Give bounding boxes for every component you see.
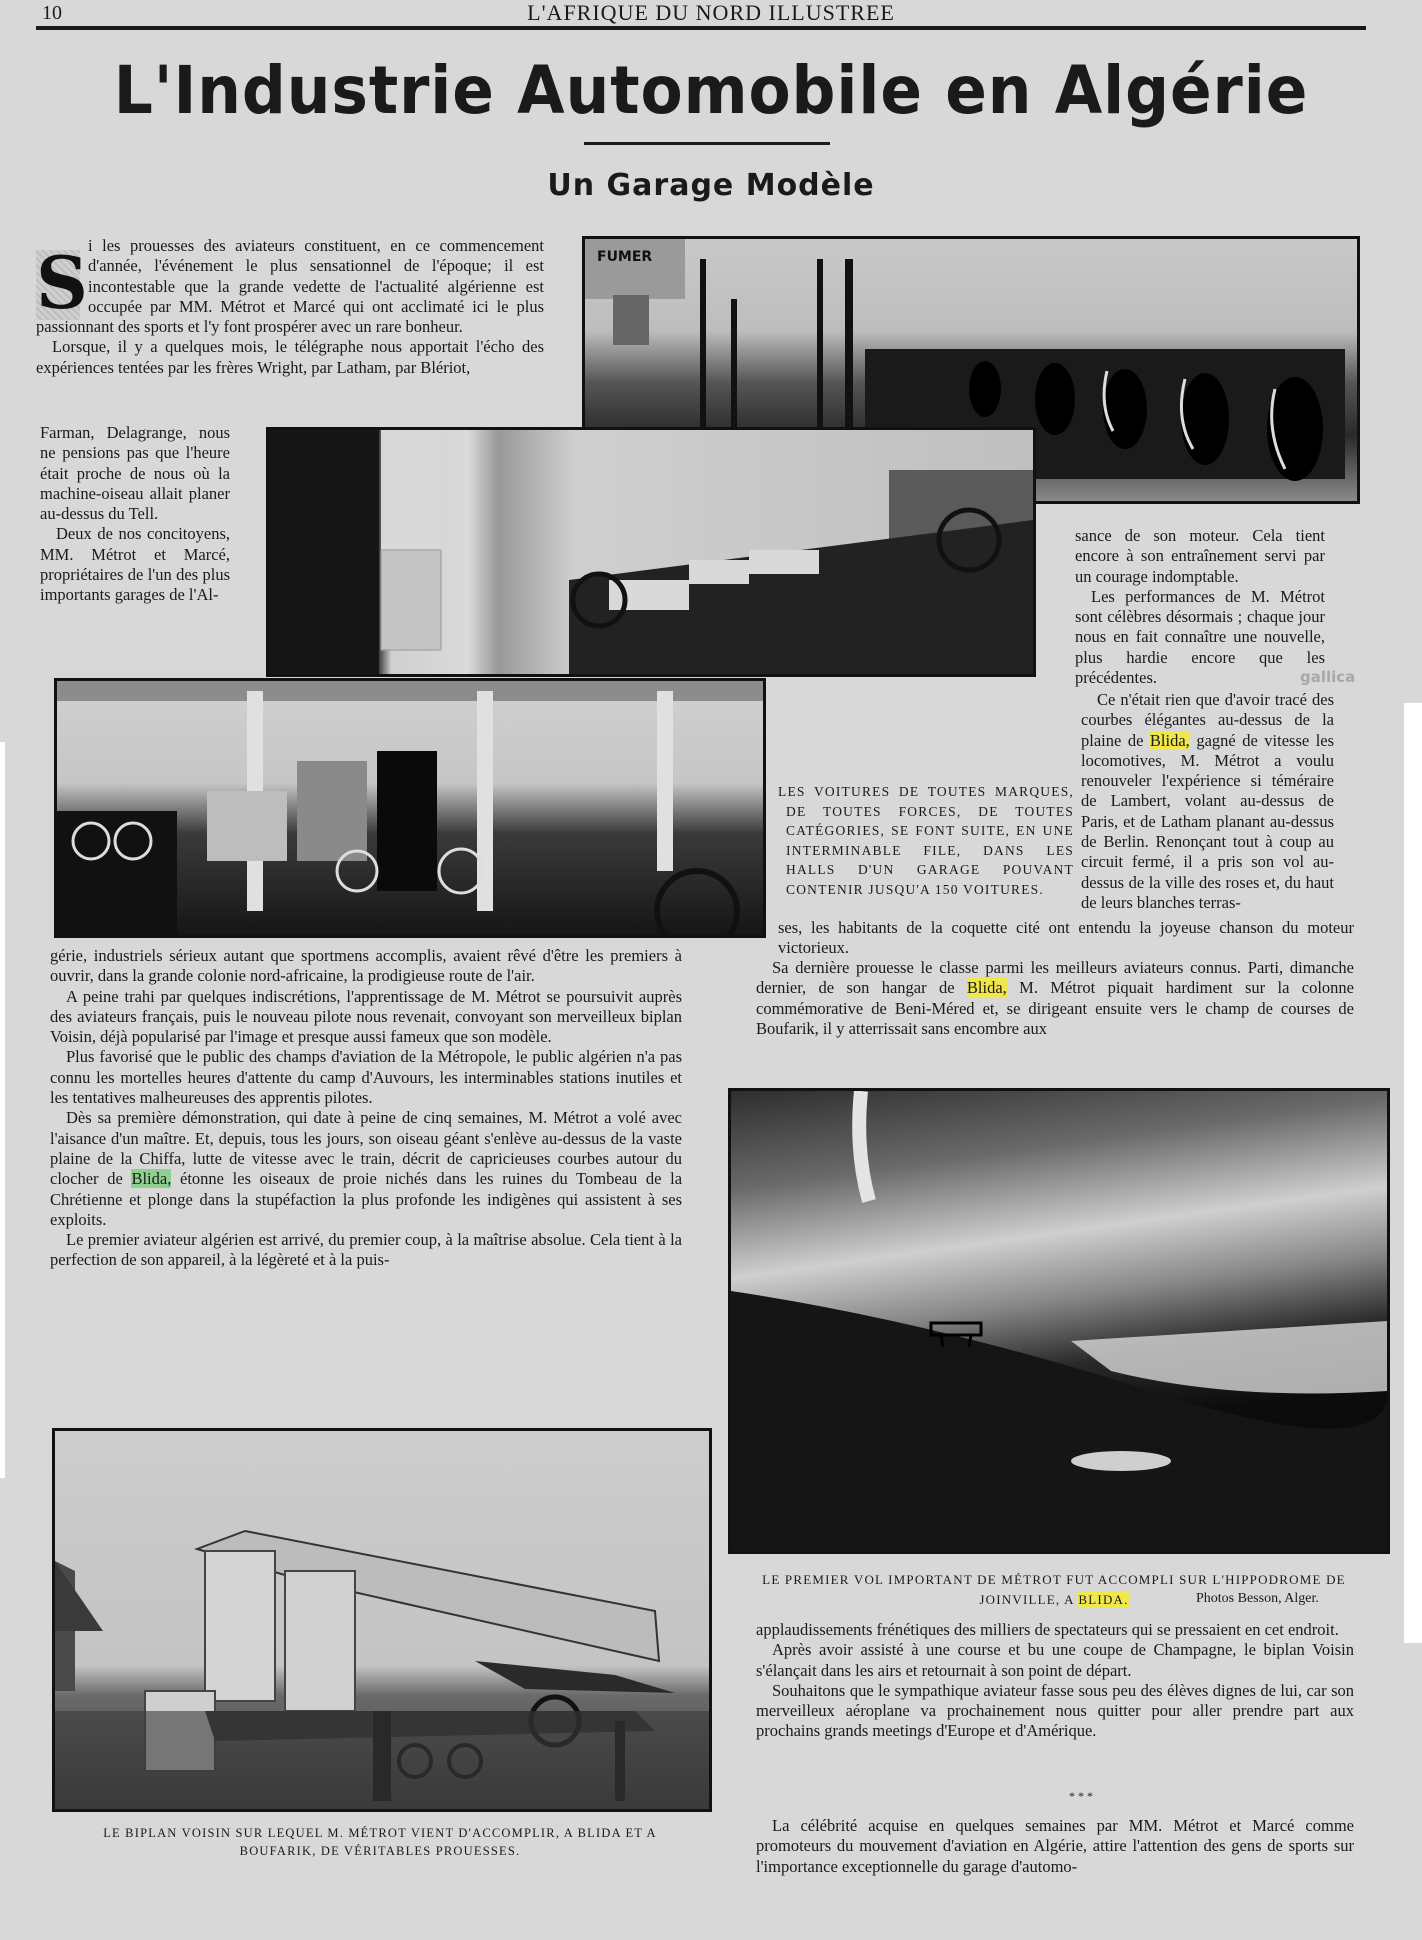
narrow-paragraph-1: Farman, Delagrange, nous ne pensions pas que l'heure était proche de nous où la machine-oiseau allait planer au-dessus du Tell.	[40, 423, 230, 524]
photo-first-flight	[728, 1088, 1390, 1554]
narrow-column	[40, 423, 230, 606]
page-number: 10	[42, 2, 62, 24]
photo-garage-aisle	[266, 427, 1036, 677]
running-head: L'AFRIQUE DU NORD ILLUSTREE	[527, 0, 895, 25]
right-column-wide-b	[756, 958, 1354, 1039]
caption-garage: LES VOITURES DE TOUTES MARQUES, DE TOUTES FORCES, DE TOUTES CATÉGORIES, SE FONT SUITE, EN UNE INTERMINABLE FILE, DANS LES HALLS D'UN GARAGE POUVANT CONTENIR JUSQU'A 150 VOITURES.	[778, 784, 1074, 897]
title-rule	[584, 142, 830, 145]
right-top-paragraph-1: sance de son moteur. Cela tient encore à son entraînement servi par un courage indomptable.	[1075, 526, 1325, 586]
left-main-text-cont: étonne les oiseaux de proie nichés dans les ruines du Tombeau de la Chrétienne et plonge dans la stupéfaction la plus profonde les indigènes qui assistent à ses exploits.	[50, 1169, 683, 1229]
caption-biplane: LE BIPLAN VOISIN SUR LEQUEL M. MÉTROT VIENT D'ACCOMPLIR, A BLIDA ET A BOUFARIK, DE VÉRITABLES PROUESSES.	[103, 1826, 657, 1858]
section-separator: * * *	[1069, 1789, 1093, 1803]
gallica-watermark: gallica	[1300, 668, 1356, 686]
header-rule	[36, 26, 1366, 30]
left-main-paragraph-4: Dès sa première démonstration, qui date à peine de cinq semaines, M. Métrot a volé avec l'aisance d'un maître. Et, depuis, tous les jours, son oiseau géant s'enlève au-dessus de la vaste plaine de la Chiffa, lutte de vitesse avec le train, décrit de capricieuses courbes autour du clocher de Blida, étonne les oiseaux de proie nichés dans les ruines du Tombeau de la Chrétienne et plonge dans la stupéfaction la plus profonde les indigènes qui assistent à ses exploits.	[50, 1108, 683, 1229]
right-wide-text-b2: M. Métrot piquait hardiment sur la colonne commémorative de Beni-Méred et, se dirigeant ensuite vers le champ de courses de Boufarik, il y atterrissait sans encombre aux	[756, 978, 1355, 1038]
blida-highlight-2: Blida,	[966, 978, 1007, 998]
garage-hall-illustration	[57, 681, 763, 935]
intro-paragraph-1: i les prouesses des aviateurs constituent, en ce commencement d'année, l'événement le plus sensationnel de l'époque; il est incontestable que la grande vedette de l'actualité algérienne est occupée par MM. Métrot et Marcé qui ont acclimaté ici le plus passionnant des sports et l'y font prospérer avec un rare bonheur.	[36, 236, 544, 337]
garage-aisle-illustration	[269, 430, 1033, 674]
caption-flight-text: LE PREMIER VOL IMPORTANT DE MÉTROT FUT ACCOMPLI SUR L'HIPPODROME DE JOINVILLE, A	[762, 1572, 1346, 1607]
scan-edge-right	[1404, 703, 1422, 1643]
right-bottom-paragraph-1: applaudissements frénétiques des milliers de spectateurs qui se pressaient en cet endroit.	[756, 1620, 1339, 1639]
blida-highlight-1: Blida,	[1149, 730, 1190, 750]
right-column-top	[1075, 526, 1325, 688]
right-final-paragraph: La célébrité acquise en quelques semaines par MM. Métrot et Marcé comme promoteurs du mouvement d'aviation en Algérie, attire l'attention des gens de sports sur l'importance exceptionnelle du garage d'automo-	[756, 1816, 1354, 1876]
right-top-paragraph-2: Les performances de M. Métrot sont célèbres désormais ; chaque jour nous en fait connaître une nouvelle, plus hardie encore que les précédentes.	[1075, 586, 1325, 688]
dropcap-spacer	[36, 236, 88, 316]
left-main-column	[50, 946, 682, 1271]
fumer-sign: FUMER	[597, 249, 653, 265]
photo-voisin-biplane	[52, 1428, 712, 1812]
scan-edge-left	[0, 742, 5, 1478]
drop-cap: S	[36, 240, 88, 325]
right-column-mid	[1081, 690, 1334, 913]
right-column-final	[756, 1816, 1354, 1877]
photo-garage-hall	[54, 678, 766, 938]
right-column-bottom	[756, 1620, 1354, 1742]
right-bottom-paragraph-3: Souhaitons que le sympathique aviateur fasse sous peu des élèves dignes de lui, car son merveilleux aéroplane va prochainement nous quitter pour aller prendre part aux prochains grands meetings d'Europe et d'Amérique.	[756, 1680, 1354, 1741]
right-wide-text-b1: Sa dernière prouesse le classe parmi les meilleurs aviateurs connus. Parti, dimanche dernier, de son hangar de	[756, 958, 1354, 998]
intro-paragraph-2: Lorsque, il y a quelques mois, le télégraphe nous apportait l'écho des expériences tentées par les frères Wright, par Latham, par Blériot,	[36, 337, 544, 377]
right-bottom-paragraph-2: Après avoir assisté à une course et bu une coupe de Champagne, le biplan Voisin s'élançait dans les airs et retournait à son point de départ.	[756, 1640, 1354, 1680]
article-title: L'Industrie Automobile en Algérie	[113, 52, 1309, 129]
right-mid-text-a: Ce n'était rien que d'avoir tracé des courbes élégantes au-dessus de la plaine de	[1081, 690, 1334, 750]
left-main-paragraph-5: Le premier aviateur algérien est arrivé, du premier coup, à la maîtrise absolue. Cela tient à la perfection de son appareil, à la légèreté et à la puis-	[50, 1230, 682, 1270]
photo-credit: Photos Besson, Alger.	[1196, 1591, 1319, 1606]
right-mid-text-b: gagné de vitesse les locomotives, M. Métrot a voulu renouveler l'expérience si téméraire de Lambert, volant au-dessus de Paris, et de Latham planant au-dessus de Berlin. Renonçant tout à coup au circuit fermé, il a pris son vol au-dessus de la ville des roses et, du haut de leurs blanches terras-	[1081, 730, 1335, 912]
intro-text	[36, 236, 544, 378]
caption-flight-blida: BLIDA.	[1078, 1591, 1129, 1607]
left-main-paragraph-3: Plus favorisé que le public des champs d'aviation de la Métropole, le public algérien n'a pas connu les mortelles heures d'attente du camp d'Auvours, les interminables stations inutiles et les tentatives malheureuses des apprentis pilotes.	[50, 1047, 682, 1108]
voisin-biplane-illustration	[55, 1431, 709, 1809]
first-flight-illustration	[731, 1091, 1387, 1551]
blida-highlight-green: Blida,	[131, 1169, 172, 1189]
narrow-paragraph-2: Deux de nos concitoyens, MM. Métrot et Marcé, propriétaires de l'un des plus importants garages de l'Al-	[40, 524, 230, 605]
right-column-wide	[778, 918, 1354, 959]
left-main-paragraph-1: gérie, industriels sérieux autant que sportmens accomplis, avaient rêvé d'être les premiers à ouvrir, dans la grande colonie nord-africaine, la prodigieuse route de l'air.	[50, 946, 682, 986]
article-subtitle: Un Garage Modèle	[547, 168, 875, 203]
left-main-paragraph-2: A peine trahi par quelques indiscrétions, l'apprentissage de M. Métrot se poursuivit auprès des aviateurs français, puis le nouveau pilote nous revenait, convoyant son merveilleux biplan Voisin, déjà popularisé par l'image et presque aussi fameux que son modèle.	[50, 986, 682, 1047]
right-wide-paragraph-1: ses, les habitants de la coquette cité ont entendu la joyeuse chanson du moteur victorieux.	[778, 918, 1354, 958]
